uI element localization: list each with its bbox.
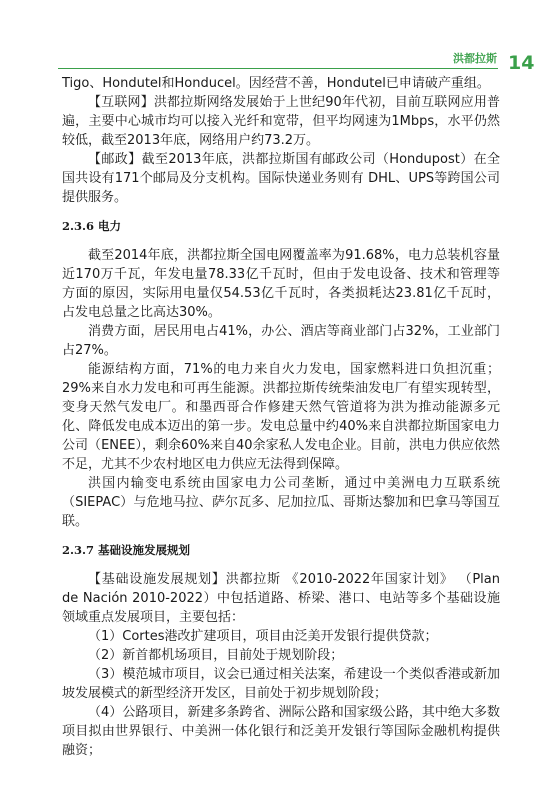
paragraph-infrastructure-plan: 【基础设施发展规划】洪都拉斯 《2010-2022年国家计划》 （Plan de Nación 2010-2022）中包括道路、桥梁、港口、电站等多个基础设施领域重点发展项目，主要包括： [62,572,500,625]
paragraph-grid-coverage: 截至2014年底，洪都拉斯全国电网覆盖率为91.68%，电力总装机容量近170万千瓦，年发电量78.33亿千瓦时，但由于发电设备、技术和管理等方面的原因，实际用电量仅54.53亿千瓦时，各类损耗达23.81亿千瓦时，占发电总量之比高达30%。 [62,248,500,320]
section-heading-electricity: 2.3.6 电力 [62,219,122,233]
paragraph-post: 【邮政】截至2013年底，洪都拉斯国有邮政公司（Hondupost）在全国共设有171个邮局及分支机构。国际快递业务则有 DHL、UPS等跨国公司提供服务。 [62,152,500,205]
list-item-model-city: （3）模范城市项目，议会已通过相关法案，希建设一个类似香港或新加坡发展模式的新型经济开发区，目前处于初步规划阶段； [62,667,500,701]
paragraph-consumption: 消费方面，居民用电占41%，办公、酒店等商业部门占32%，工业部门占27%。 [62,324,500,358]
page-body [62,74,500,760]
list-item-airport: （2）新首都机场项目，目前处于规划阶段； [88,648,344,663]
paragraph-transmission: 洪国内输变电系统由国家电力公司垄断，通过中美洲电力互联系统（SIEPAC）与危地马拉、萨尔瓦多、尼加拉瓜、哥斯达黎加和巴拿马等国互联。 [62,476,500,529]
page-number: 14 [508,52,535,74]
paragraph-energy-structure: 能源结构方面，71%的电力来自火力发电，国家燃料进口负担沉重；29%来自水力发电和可再生能源。洪都拉斯传统柴油发电厂有望实现转型，变身天然气发电厂。和墨西哥合作修建天然气管道将为洪为推动能源多元化、降低发电成本迈出的第一步。发电总量中约40%来自洪都拉斯国家电力公司（ENEE），剩余60%来自40余家私人发电企业。目前，洪电力供应依然不足，尤其不少农村地区电力供应无法得到保障。 [62,362,500,472]
running-title: 洪都拉斯 [453,52,497,65]
list-item-roads: （4）公路项目，新建多条跨省、洲际公路和国家级公路，其中绝大多数项目拟由世界银行、中美洲一体化银行和泛美开发银行等国际金融机构提供融资； [62,705,500,758]
header-rule [58,68,498,69]
section-heading-infrastructure: 2.3.7 基础设施发展规划 [62,543,191,557]
paragraph-internet: 【互联网】洪都拉斯网络发展始于上世纪90年代初，目前互联网应用普遍，主要中心城市均可以接入光纤和宽带，但平均网速为1Mbps，水平仍然较低，截至2013年底，网络用户约73.2万。 [62,95,500,148]
paragraph-telecom-operators: Tigo、Hondutel和Honducel。因经营不善，Hondutel已申请破产重组。 [62,76,490,91]
list-item-port: （1）Cortes港改扩建项目，项目由泛美开发银行提供贷款； [88,629,438,644]
